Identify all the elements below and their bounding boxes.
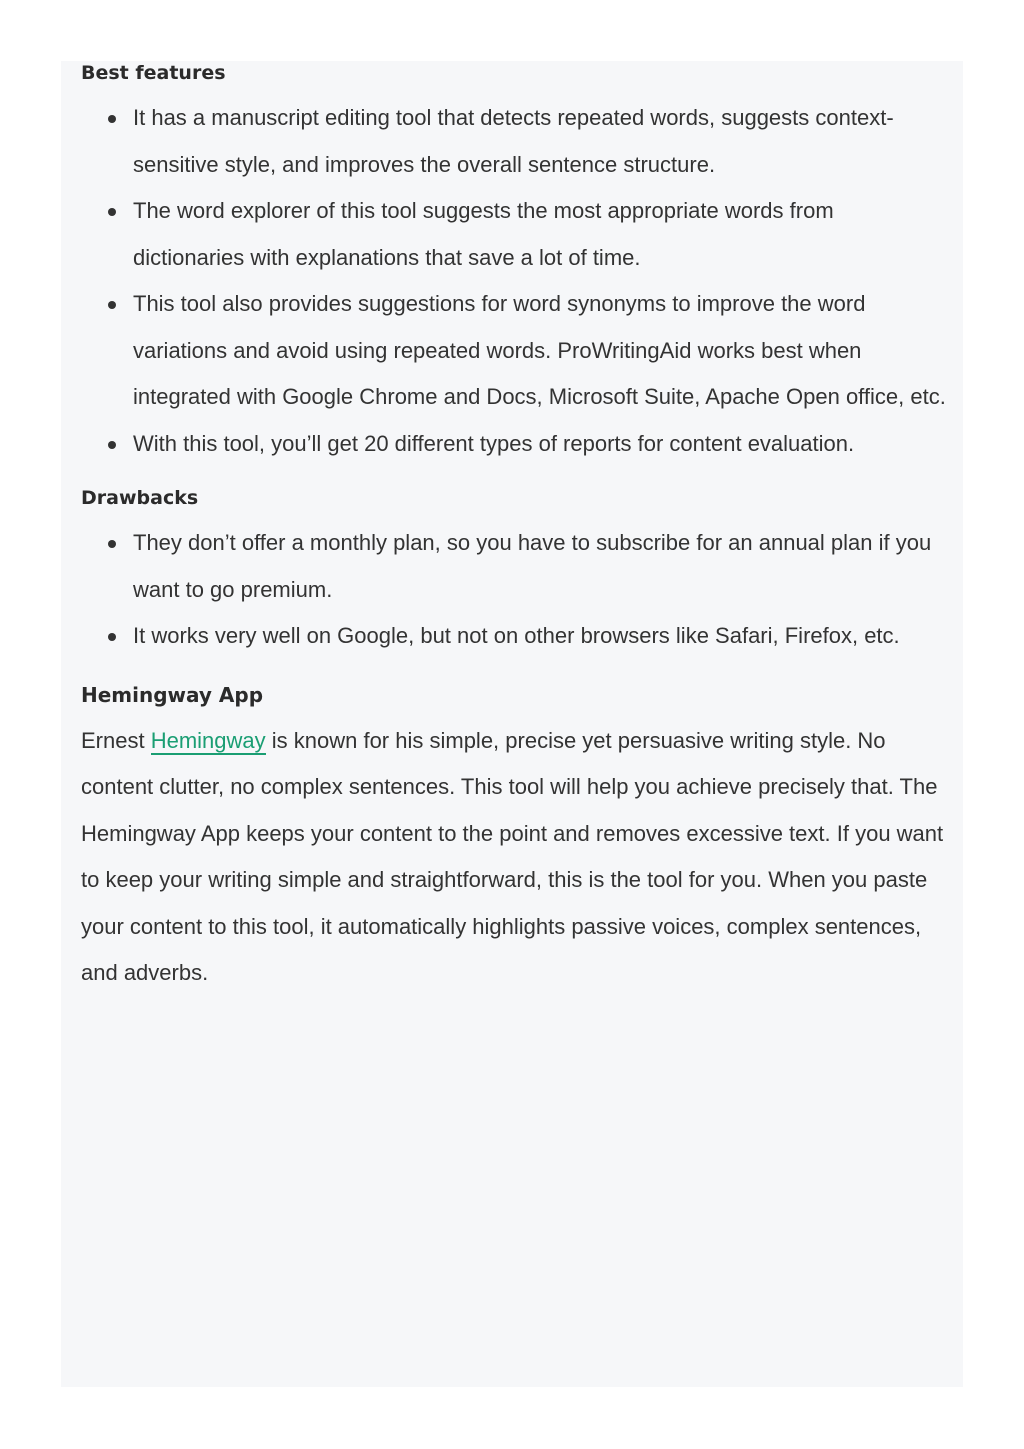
paragraph-text-rest: is known for his simple, precise yet persuasive writing style. No content clutter, no complex sentences. This tool will help you achieve precisely that. The Hemingway App keeps your content to the point and removes excessive text. If you want to keep your writing simple and straightforward, this is the tool for you. When you paste your content to this tool, it automatically highlights passive voices, complex sentences, and adverbs.	[81, 727, 944, 985]
hemingway-paragraph	[81, 718, 951, 997]
best-features-heading: Best features	[81, 62, 226, 84]
bullet-icon	[108, 633, 116, 641]
hemingway-heading: Hemingway App	[81, 682, 264, 707]
paragraph-text-start: Ernest	[81, 727, 151, 753]
list-item	[81, 613, 951, 660]
list-item-text: They don’t offer a monthly plan, so you have to subscribe for an annual plan if you want to go premium.	[133, 530, 932, 602]
list-item	[81, 421, 951, 468]
best-features-list	[81, 95, 951, 467]
bullet-icon	[108, 441, 116, 449]
bullet-icon	[108, 540, 116, 548]
hemingway-link[interactable]: Hemingway	[150, 727, 266, 753]
list-item	[81, 520, 951, 613]
list-item-text: It has a manuscript editing tool that detects repeated words, suggests context-sensitive style, and improves the overall sentence structure.	[133, 105, 894, 177]
bullet-icon	[108, 208, 116, 216]
list-item-text: It works very well on Google, but not on other browsers like Safari, Firefox, etc.	[133, 623, 900, 648]
drawbacks-list	[81, 520, 951, 660]
drawbacks-heading: Drawbacks	[81, 487, 199, 509]
list-item-text: With this tool, you’ll get 20 different types of reports for content evaluation.	[133, 430, 855, 456]
article-content	[81, 60, 951, 997]
list-item	[81, 188, 951, 281]
list-item-text: The word explorer of this tool suggests the most appropriate words from dictionaries with explanations that save a lot of time.	[133, 198, 834, 270]
list-item	[81, 281, 951, 421]
bullet-icon	[108, 301, 116, 309]
list-item	[81, 95, 951, 188]
bullet-icon	[108, 115, 116, 123]
list-item-text: This tool also provides suggestions for word synonyms to improve the word variations and avoid using repeated words. ProWritingAid works best when integrated with Google Chrome and Docs, Microsoft Suite, Apache Open office, etc.	[133, 291, 946, 409]
